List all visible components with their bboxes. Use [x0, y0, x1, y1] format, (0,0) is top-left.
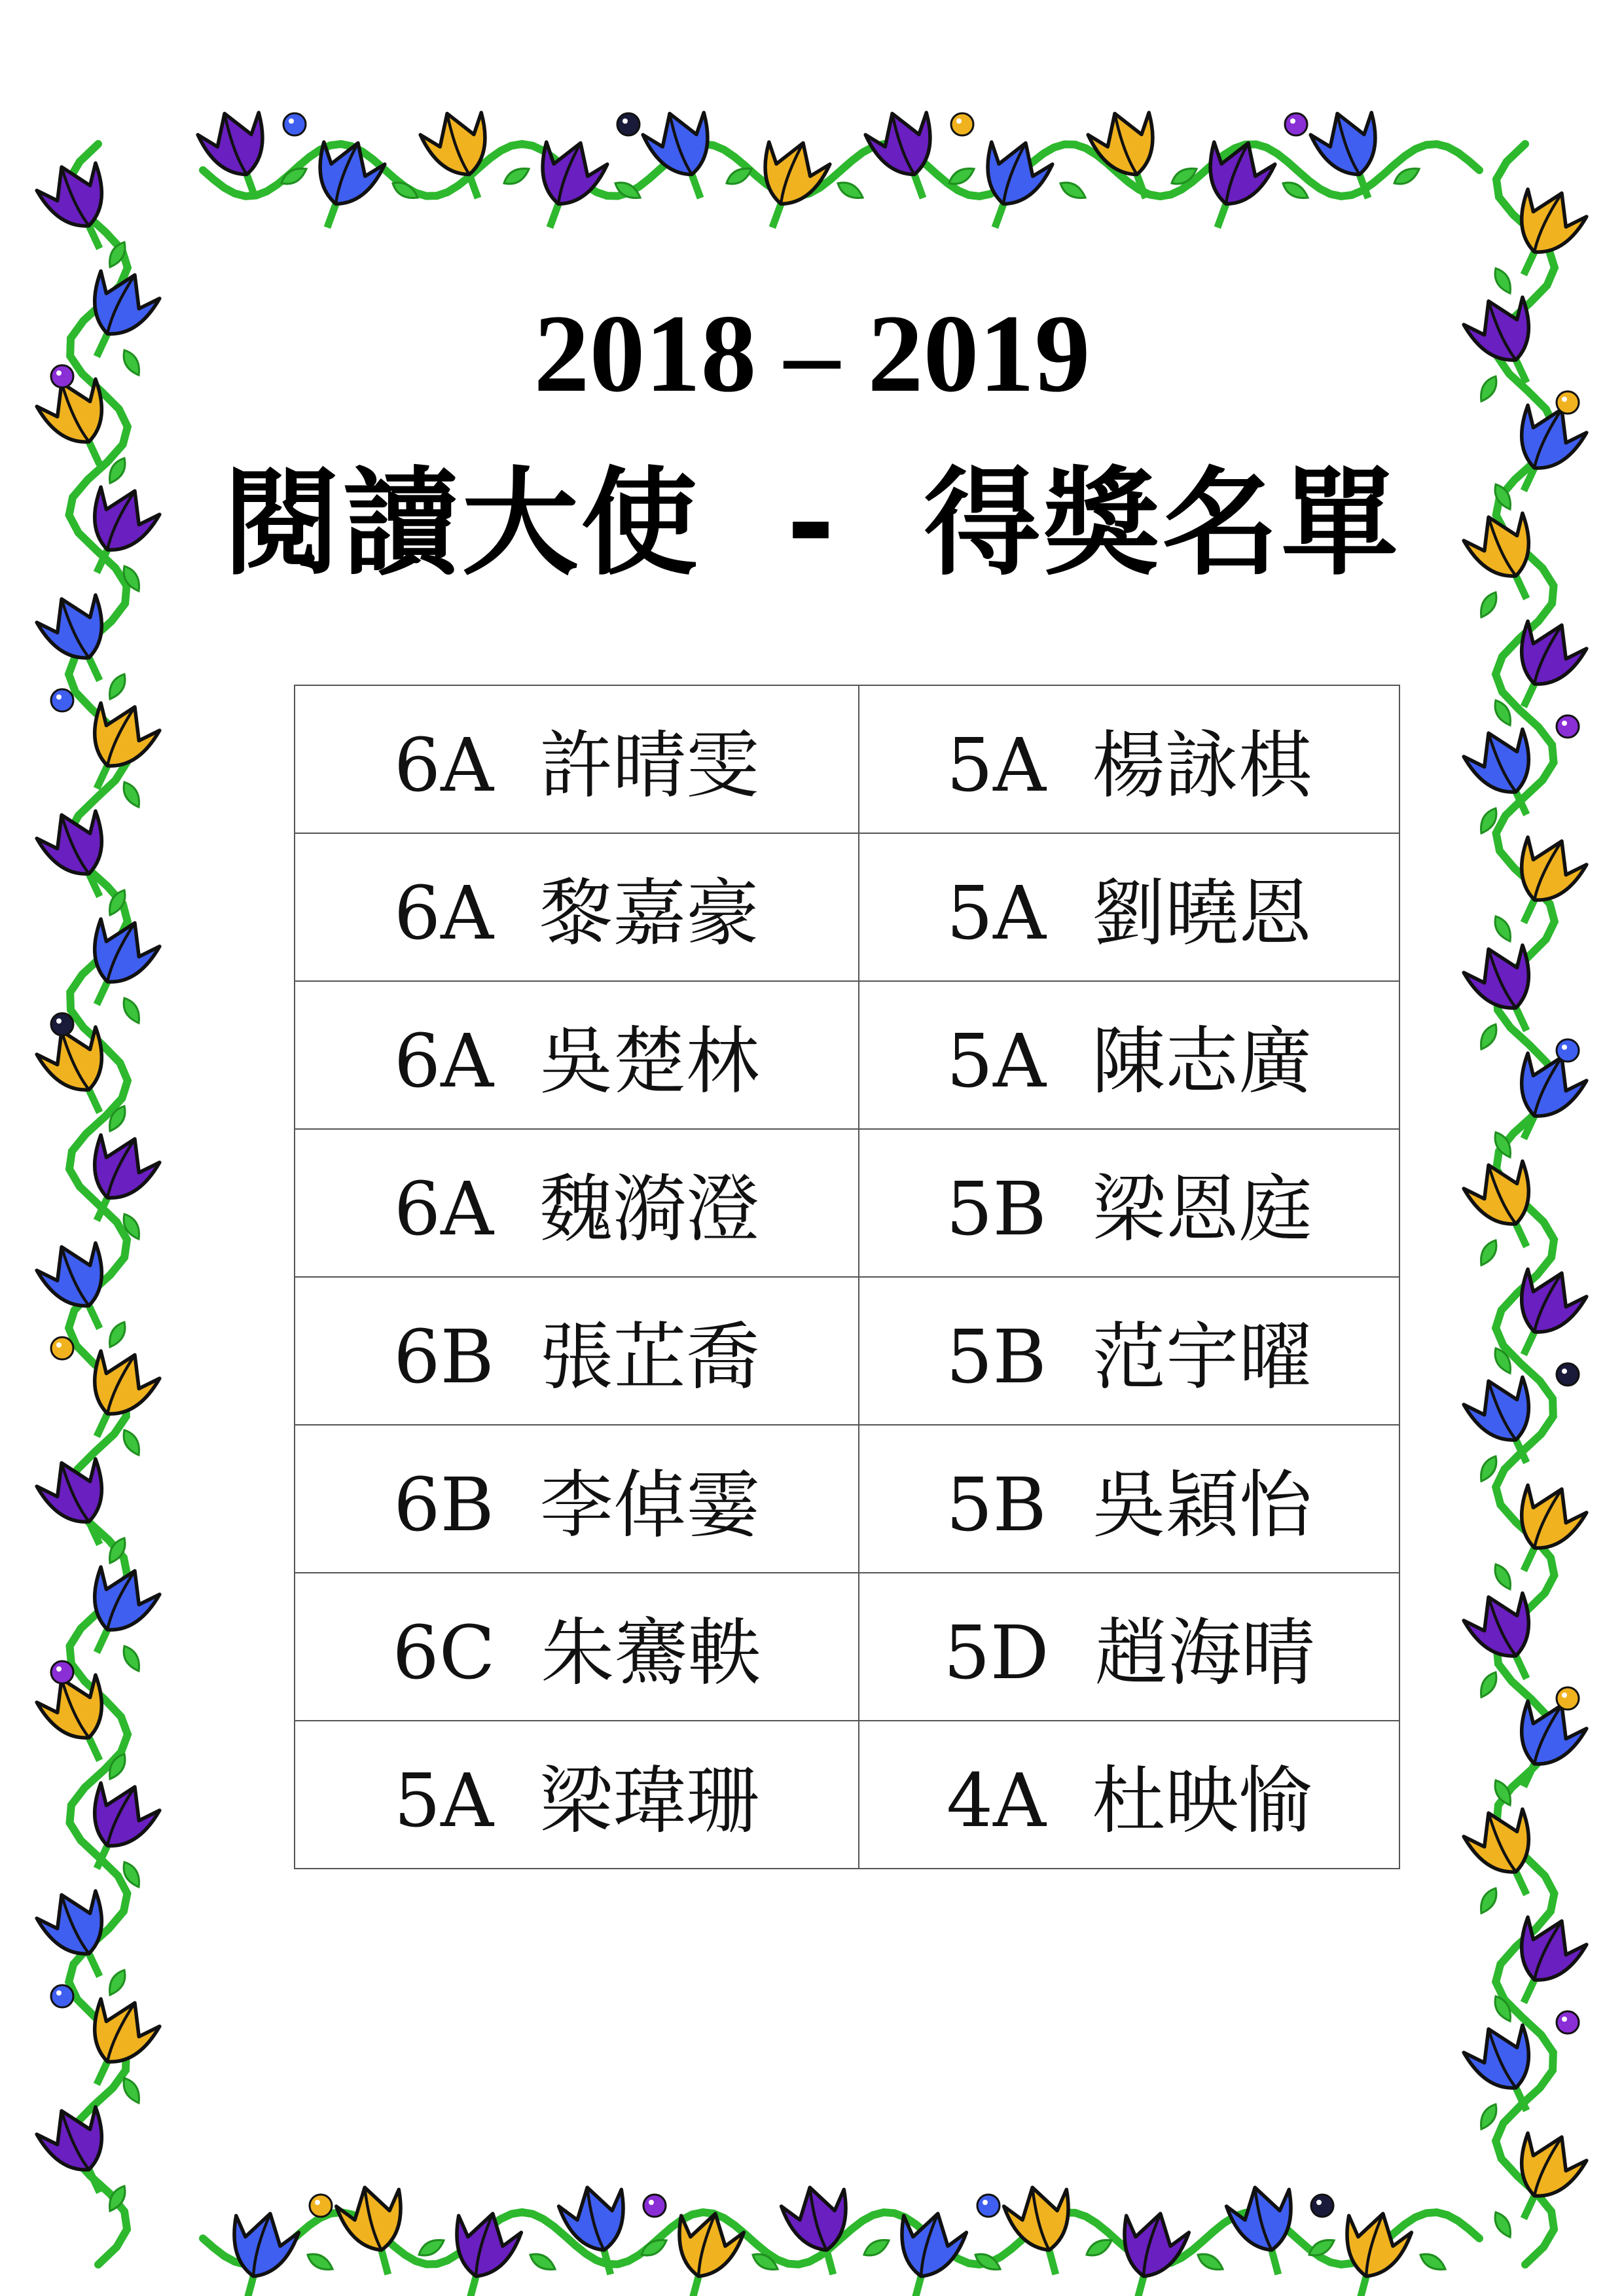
- leaf-icon: [105, 1319, 130, 1350]
- leaf-icon: [501, 164, 532, 188]
- tulip-icon: [215, 2205, 301, 2296]
- awardee-cell: [859, 1129, 1399, 1277]
- leaf-icon: [119, 780, 144, 810]
- table-row: [295, 685, 1399, 833]
- leaf-icon: [1490, 1562, 1515, 1592]
- leaf-icon: [1476, 1238, 1501, 1268]
- leaf-icon: [1476, 1022, 1501, 1052]
- tulip-icon: [1494, 1475, 1591, 1584]
- berry-icon: [1557, 1039, 1579, 1062]
- student-name: 杜映愉: [1092, 1758, 1312, 1844]
- awardee-cell: [295, 1573, 859, 1721]
- berry-icon: [1285, 113, 1307, 135]
- leaf-icon: [416, 2235, 447, 2260]
- tulip-icon: [1001, 2179, 1087, 2282]
- awardee-cell: [859, 1425, 1399, 1573]
- class-label: 5B: [946, 1314, 1047, 1400]
- tulip-icon: [67, 909, 164, 1018]
- berry-icon: [643, 2195, 666, 2217]
- tulip-icon: [438, 2205, 524, 2296]
- leaf-icon: [528, 2250, 558, 2274]
- class-label: 6A: [393, 870, 494, 956]
- student-name: 張芷喬: [539, 1314, 760, 1400]
- awardee-cell: [859, 685, 1399, 833]
- tulip-icon: [660, 2205, 746, 2296]
- student-name: 許晴雯: [539, 723, 760, 808]
- table-row: [295, 1425, 1399, 1573]
- student-name: 梁瑋珊: [539, 1758, 760, 1844]
- student-name: 范宇曜: [1092, 1314, 1312, 1400]
- table-row: [295, 1573, 1399, 1721]
- class-label: 5A: [946, 1018, 1047, 1104]
- student-name: 朱騫軼: [541, 1610, 761, 1696]
- berry-icon: [1311, 2195, 1333, 2217]
- tulip-icon: [556, 2179, 641, 2282]
- leaf-icon: [835, 178, 866, 203]
- student-name: 劉曉恩: [1092, 870, 1312, 956]
- berry-icon: [51, 689, 73, 711]
- student-name: 趙海晴: [1094, 1610, 1315, 1696]
- awardee-cell: [295, 1277, 859, 1425]
- tulip-icon: [67, 1557, 164, 1666]
- berry-icon: [51, 1337, 73, 1359]
- awardee-cell: [859, 1573, 1399, 1721]
- berry-icon: [1557, 2011, 1579, 2034]
- tulip-icon: [1459, 1151, 1556, 1260]
- leaf-icon: [861, 2235, 892, 2260]
- class-label: 5B: [946, 1166, 1047, 1252]
- tulip-icon: [32, 1881, 129, 1990]
- leaf-icon: [119, 996, 144, 1026]
- leaf-icon: [1476, 1886, 1501, 1916]
- leaf-icon: [1418, 2250, 1449, 2274]
- student-name: 黎嘉豪: [539, 870, 760, 956]
- awardee-cell: [295, 1425, 859, 1573]
- student-name: 陳志廣: [1092, 1018, 1312, 1104]
- awardee-cell: [859, 1277, 1399, 1425]
- title-year: 2018 – 2019: [533, 292, 1091, 415]
- class-label: 6A: [393, 723, 494, 808]
- tulip-icon: [640, 103, 731, 209]
- class-label: 6C: [392, 1610, 496, 1696]
- table-row: [295, 1721, 1399, 1869]
- leaf-icon: [1476, 1670, 1501, 1700]
- leaf-icon: [105, 1967, 130, 1998]
- class-label: 6A: [393, 1018, 494, 1104]
- tulip-icon: [1494, 179, 1591, 288]
- berry-icon: [617, 113, 640, 135]
- student-name: 魏漪澄: [539, 1166, 760, 1252]
- leaf-icon: [1490, 2210, 1515, 2240]
- leaf-icon: [119, 1427, 144, 1458]
- leaf-icon: [105, 672, 130, 702]
- tulip-icon: [333, 2179, 419, 2282]
- tulip-icon: [1494, 827, 1591, 936]
- tulip-icon: [32, 1233, 129, 1342]
- berry-icon: [51, 1013, 73, 1035]
- berry-icon: [951, 113, 973, 135]
- berry-icon: [283, 113, 306, 135]
- awardee-cell: [295, 1129, 859, 1277]
- student-name: 梁恩庭: [1092, 1166, 1312, 1252]
- class-label: 5A: [393, 1758, 494, 1844]
- table-row: [295, 1129, 1399, 1277]
- student-name: 李倬霎: [539, 1462, 760, 1548]
- awardee-cell: [295, 833, 859, 981]
- class-label: 6A: [393, 1166, 494, 1252]
- leaf-icon: [119, 1643, 144, 1674]
- tulip-icon: [1494, 2123, 1591, 2232]
- berry-icon: [51, 1985, 73, 2007]
- title-main: 閱讀大使 - 得獎名單: [223, 456, 1401, 591]
- berry-icon: [1557, 1687, 1579, 1710]
- awardee-cell: [859, 833, 1399, 981]
- berry-icon: [977, 2195, 1000, 2217]
- student-name: 吳楚林: [539, 1018, 760, 1104]
- berry-icon: [1557, 715, 1579, 738]
- leaf-icon: [1490, 914, 1515, 944]
- berry-icon: [1557, 1363, 1579, 1386]
- student-name: 吳穎怡: [1092, 1462, 1312, 1548]
- leaf-icon: [305, 2250, 336, 2274]
- leaf-icon: [1195, 2250, 1226, 2274]
- tulip-icon: [1106, 2205, 1191, 2296]
- class-label: 6B: [393, 1462, 494, 1548]
- berry-icon: [310, 2195, 332, 2217]
- class-label: 5A: [946, 870, 1047, 956]
- tulip-icon: [862, 103, 954, 209]
- berry-icon: [51, 1661, 73, 1683]
- awardee-cell: [295, 685, 859, 833]
- student-name: 楊詠棋: [1092, 723, 1312, 808]
- table-row: [295, 833, 1399, 981]
- leaf-icon: [1476, 2102, 1501, 2132]
- table-row: [295, 981, 1399, 1129]
- awardee-table: [294, 685, 1400, 1869]
- tulip-icon: [1459, 1799, 1556, 1908]
- class-label: 6B: [393, 1314, 494, 1400]
- class-label: 5D: [943, 1610, 1049, 1696]
- table-row: [295, 1277, 1399, 1425]
- leaf-icon: [1058, 178, 1089, 203]
- class-label: 4A: [946, 1758, 1047, 1844]
- awardee-cell: [859, 981, 1399, 1129]
- tulip-icon: [1223, 2179, 1309, 2282]
- class-label: 5A: [946, 723, 1047, 808]
- awardee-cell: [859, 1721, 1399, 1869]
- awardee-cell: [295, 981, 859, 1129]
- tulip-icon: [964, 132, 1056, 239]
- tulip-icon: [883, 2205, 969, 2296]
- tulip-icon: [1328, 2205, 1414, 2296]
- awardee-cell: [295, 1721, 859, 1869]
- tulip-icon: [67, 693, 164, 802]
- tulip-icon: [32, 585, 129, 694]
- class-label: 5B: [946, 1462, 1047, 1548]
